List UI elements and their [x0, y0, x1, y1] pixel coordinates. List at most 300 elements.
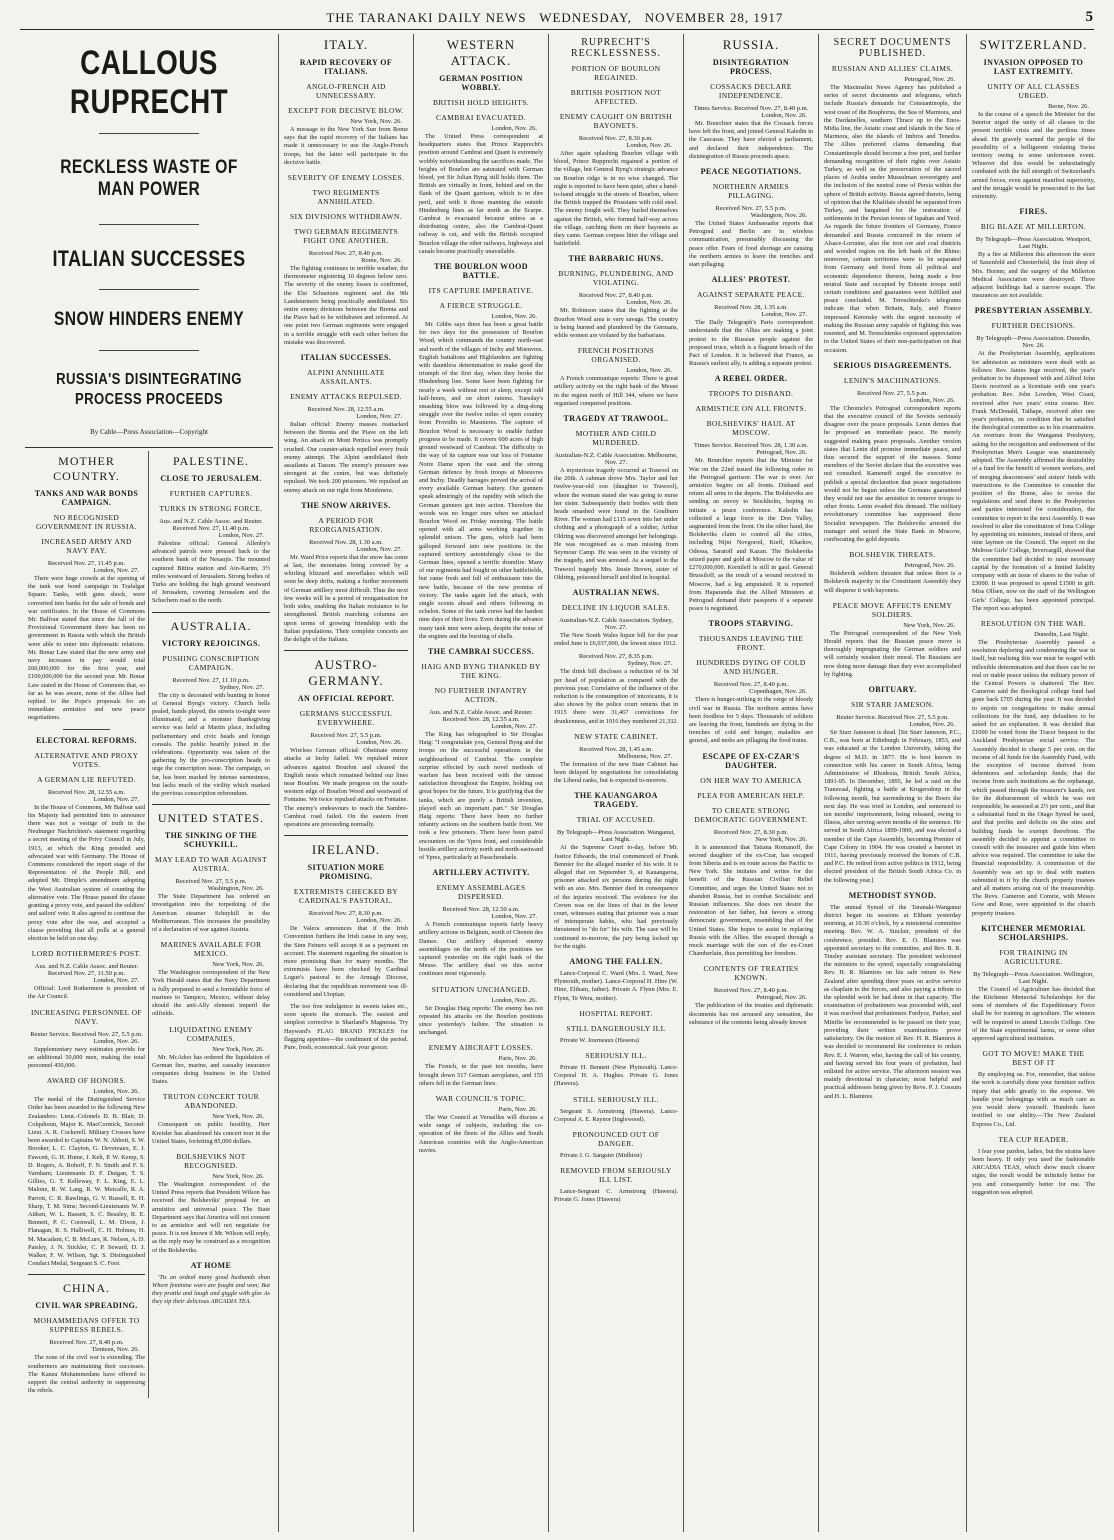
place-line: London, Nov. 27.	[93, 567, 139, 574]
subheading: AUSTRALIAN NEWS.	[572, 587, 660, 597]
paper-title: THE TARANAKI DAILY NEWS	[326, 10, 527, 25]
subheading: ENEMY AIRCRAFT LOSSES.	[428, 1043, 534, 1053]
column-4	[549, 34, 684, 1532]
place-line: New York, Nov. 26.	[350, 118, 402, 125]
byline: By Cable—Press Association—Copyright	[90, 428, 208, 436]
subheading: HOSPITAL REPORT.	[579, 1008, 653, 1018]
article-text: Private W. Journeaux (Hawera)	[560, 1036, 640, 1044]
banner-4: RUSSIA'S DISINTEGRATING PROCESS PROCEEDS	[56, 371, 242, 408]
subheading: SERIOUSLY ILL.	[585, 1051, 647, 1060]
received-line: Received Nov. 27, 8.30 p.m.	[308, 910, 384, 918]
received-line: Received Nov. 27, 11.10 p.m.	[172, 676, 250, 684]
article-text: Mr. Ward Price reports that the snow has come at last, the mountains being covered by a whirling blizzard and snowflakes which will soon be deep drifts, making a further movement of German artillery most difficult. Thus the next few weeks will be a period of reorganisation for both sides, enabling the Italian resistance to be strengthened. British marching columns are upon terms of growing friendship with the Italian populations. Their complete concerts are the delight of the Italians.	[284, 553, 408, 643]
article-text: Sir Douglas Haig reports: The enemy has not repeated his attacks on the Bourlon positions since yesterday's failure. The situation is unchanged.	[419, 1004, 543, 1037]
subheading: EXTREMISTS CHECKED BY CARDINAL'S PASTORAL.	[293, 887, 399, 906]
subheading: SITUATION MORE PROMISING.	[307, 863, 385, 882]
subheading: THE BOURLON WOOD BATTLE.	[434, 262, 528, 281]
heading-mother-country: MOTHER COUNTRY.	[53, 454, 120, 483]
paper-day: WEDNESDAY,	[539, 10, 632, 25]
subheading: CONTENTS OF TREATIES KNOWN.	[703, 964, 799, 983]
masthead	[20, 4, 1094, 30]
subheading: SITUATION UNCHANGED.	[431, 984, 531, 994]
article-text: A mysterious tragedy occurred at Trawool on the 20th. A cabman drove Mrs. Taylor and her twelve-year-old son (daughter to Trawool), where the woman stated she was going to nurse her sister. Subsequently their bodies with their heads smashed were found in the Goulburn River. The woman had £115 sewn into her under clothing and a photograph of a soldier, Arthur Oldring was discovered amongst her belongings. He was recognised as a man missing from Seymour Camp. He was seen in the vicinity of the tragedy, and was arrested. As a sequel to the Trawool tragedy Mrs. Jessie Brown, sister of Oldring, poisoned herself and died in hospital.	[554, 467, 678, 581]
article-text: Supplementary navy estimates provide for an additional 50,000 men, making the total personnel 450,000.	[28, 1045, 145, 1069]
subheading: FRENCH POSITIONS ORGANISED.	[577, 346, 655, 365]
received-line: Received Nov. 28, 12.55 a.m.	[47, 788, 126, 796]
article-text: There were huge crowds at the opening of the tank war bond campaign in Trafalgar Square. Tanks, with guns shock, were converted into banks for the sale of bonds and war certificates. In the House of Commons Mr. Balfour stated that since the fall of the Provisional Government there has been no government in Russia with which the British were able to enter into diplomatic relations. Mr. Bonar Law stated that the new army and navy increases in pay would total £60,000,000 for the first year, and £100,000,000 for the second year. Mr. Bonar Law stated in the House of Commons that, so far as he was aware, none of the Allies had replied to the Pope's proposals for an immediate armistice and new peace negotiations.	[28, 575, 145, 722]
place-line: New York, Nov. 26.	[212, 1045, 264, 1053]
subheading: TWO REGIMENTS ANNIHILATED.	[312, 188, 380, 207]
article-text: The Maximalist News Agency has published a series of secret documents and telegrams, which include Russia's demands for Constantinople, the west coast of the Bosphorus, the Sea of Marmora, and the Dardanelles, southern Thrace up to the Enos-Midia line, the Asiatic coast and islands in the Sea of Marmora, also the islands of Imbros and Tenedos. The Allies preferred claims demanding that Constantinople should become a free port, and further demanding recognition of their rights over Asiatic Turkey, as well as the preservation of the sacred places of Arabia under Mussulman sovereignty and the inclusion of the neutral zone of Persia within the sphere of British activity. Russia agreed thereto, being of opinion that the Khalifate should be separated from Turkey, and bargained for the restoration of settlements in the Persian towns of Ispahan and Yezd. As regards the future frontiers of Germany, France demanded and Russia concurred in the return of Alsace-Lorraine, also the iron ore and coal districts and wooded region on the left bank of the Rhine; moreover, certain territories were to be separated from Germany and freed from all political and economic dependence thereon, being made a free neutral State and occupied by Entente troops until certain conditions and guarantees were fulfilled and peace concluded. M. Tereschtenko's telegrams indicate that when Britain, Italy, and France impressed Kerensky with the urgent necessity of making the Russian army capable of fighting this was resented, and M. Tereschtenko expressed appreciation to the United States of their non-participation on that occasion.	[824, 84, 961, 354]
banner-1: RECKLESS WASTE OF MAN POWER	[60, 157, 238, 200]
place-line: New York, Nov. 26.	[903, 621, 955, 629]
article-text: The drink bill discloses a reduction of 6s 3d per head of population as compared with the previous year. Correlative of the influence of the reduction is the consumption of intoxicants, it is also shown by the police court returns that in 1915 there were 31,467 convictions for drunkenness, and in 1916 they numbered 21,332.	[554, 668, 678, 725]
subheading: CLOSE TO JERUSALEM.	[160, 474, 262, 483]
subheading: CIVIL WAR SPREADING.	[35, 1301, 138, 1311]
received-line: Reuter Service. Received Nov. 27, 5.5 p.m.	[836, 713, 949, 721]
paper-date: NOVEMBER 28, 1917	[644, 10, 784, 25]
subheading: SERIOUS DISAGREEMENTS.	[833, 360, 952, 370]
subheading: ALTERNATIVE AND PROXY VOTES.	[34, 750, 139, 769]
heading-china: CHINA.	[63, 1281, 110, 1296]
subheading: PORTION OF BOURLON REGAINED.	[571, 64, 661, 82]
subheading: ANGLO-FRENCH AID UNNECESSARY.	[306, 82, 386, 100]
place-line: London, Nov. 26.	[491, 996, 537, 1004]
subheading: KITCHENER MEMORIAL SCHOLARSHIPS.	[981, 923, 1086, 942]
heading-australia: AUSTRALIA.	[170, 618, 252, 633]
article-text: It is announced that Tatiana Romanoff, the second daughter of the ex-Czar, has escaped from Siberia and is en route across the Pacific to New York. She imitates and writes for the benefit of the Russian Civilian Relief Committee, and urges the United States not to abandon Russia, but to combat Socialistic and Russian influences. She does not desire the restoration of her father, but favors a strong democratic government, resembling that of the United States. She hopes to assist in replacing Russia with the Allies. She escaped through a mock marriage with the son of the ex-Court Chamberlain, thus permitting her freedom.	[689, 843, 813, 958]
article-text: The Chronicle's Petrograd correspondent reports that the executive council of the Soviets seriously disagree over the peace proposals. Lenin denies that he proposed an immediate peace. He merely suggested making peace proposals. Another version states that Lenin did promise immediate peace, and thus secured the support of the masses. Some members of the Soviet declare that the executive was not consulted. Kameneff urged the executive to publish a special declaration that peace negotiations would not be begun unless the Germans guaranteed they would not use the armistice to remove troops to other fronts. Lenin evaded this demand. The military revolutionary committee has suppressed three Socialist newspapers. The Bolsheviks arrested the manager and seized the State Bank in Moscow, confiscating the gold deposits.	[824, 404, 961, 543]
subheading: ALLIES' PROTEST.	[711, 275, 791, 285]
subheading: BURNING, PLUNDERING, AND VIOLATING.	[558, 269, 674, 288]
divider	[63, 729, 110, 730]
received-line: Aus. and N.Z. Cable Assoc. and Reuter. Received Nov. 27, 11.40 p.m.	[159, 518, 263, 532]
subheading: TRAGEDY AT TRAWOOL.	[563, 414, 669, 424]
column-5	[684, 34, 819, 1532]
article-text: Palestine official: General Allenby's advanced patrols were pressed back to the southern bank of the Nesaujis. The mounted captured Bittira station and Ain-Karim, 3½ miles westward of Jerusalem. Strong bodies of Turks are holding the high ground westward of Jerusalem, covering Jerusalem and the Schechem road to the north.	[152, 540, 270, 605]
subheading: TANKS AND WAR BONDS CAMPAIGN.	[34, 489, 139, 507]
article-text: The Daily Telegraph's Paris correspondent understands that the Allies are making a joint protest to the Russian people against the proposed truce, which is a flagrant breach of the Pact of London. It is believed that France, as Russia's earliest ally, is adding a separate protest.	[689, 319, 813, 368]
place-line: London, Nov. 27.	[93, 977, 139, 985]
received-line: By Telegraph—Press Association. Dunedin, Nov. 26.	[976, 335, 1091, 350]
masthead-left	[20, 10, 24, 26]
column-6	[819, 34, 967, 1532]
article-text: A French communique reports fairly heavy artillery actions in Belgium, north of Chemin des Dames. Our artillery dispersed enemy assemblages on the north of the positions we captured yesterday on the right bank of the Meuse. The artillery duel on this sector continues most vigorously.	[419, 921, 543, 978]
received-line: Received Nov. 27, 8.40 p.m.	[713, 987, 789, 995]
heading-ireland: IRELAND.	[311, 842, 381, 858]
subheading: OBITUARY.	[868, 684, 917, 694]
article-text: The medal of the Distinguished Service Order has been awarded to the following New Zealanders: Lieut.-Colonels D. B. Blair, D. Colquhoun, Major K. MacCormick, Second-Lieut. A. R. Cockerell. Military Crosses have been awarded to Captains W. N. Abbott, S. W. Brooker, L. C. Clayton, G. Devereaux, E. J. Fawcett, G. H. Hume, J. Kelt, P. W. Kemp, S. D. Rogers, A. Rohoff, F. N. Smith and F. S. Varnham; Lieutenants D. F. Duigan, T. S. Gillies, G. T. Kelleway, F. L. King, E. L. Malone, R. W. Lang, R. W. Metcalfe, R. A. Parrott, C. R. Rawlings, G. V. Russell, E. H. Sharp, T. M. Sims; Second-Lieutenants W. P. Aitken, W. L. Bassett, S. C. Beasley, R. E. Bennett, P. C. Cornwall, L. M. Dixon, J. Flanagan, R. S. Halliwell, C. H. Holmes, H. M. Macadam, C. B. McLure, R. Nelson, A. D. Paisley, J. N. Stickler, C. P. Seward, D. J. Walker, F. W. Wilson, Sgt. S. Distinguished Conduct Medal, Sergeant S. C. Foot.	[28, 1096, 145, 1268]
subheading: METHODIST SYNOD.	[848, 890, 937, 900]
received-line: Received Nov. 27, 5.5 p.m.	[175, 878, 247, 886]
place-line: Sydney, Nov. 27.	[219, 683, 264, 691]
subheading: ALPINI ANNIHILATE ASSAILANTS.	[307, 368, 385, 387]
place-line: Melbourne, Nov. 27.	[618, 752, 672, 760]
column-1	[20, 34, 279, 1532]
place-line: Dunedin, Last Night.	[1034, 630, 1089, 638]
subheading: DECLINE IN LIQUOR SALES.	[561, 602, 671, 612]
place-line: London, Nov. 26.	[761, 112, 807, 119]
banner-2: ITALIAN SUCCESSES	[52, 246, 246, 271]
heading-secret-documents: SECRET DOCUMENTS PUBLISHED.	[833, 37, 952, 59]
main-banner	[25, 34, 273, 444]
received-line: Times Service. Received Nov. 28, 1.30 a.m.	[693, 442, 809, 450]
subheading: AWARD OF HONORS.	[46, 1076, 127, 1086]
article-text: The Petrograd correspondent of the New York Herald reports that the Russian peace move is thoroughly impregnating the German soldiers and will certainly weaken their moral. The Russians are now doing more damage than they ever accomplished by fighting.	[824, 629, 961, 678]
newspaper-columns	[20, 34, 1100, 1532]
received-line: Received Nov. 27, 8.40 p.m.	[49, 1339, 124, 1347]
article-text: Private J. G. Sangster (Midhirst)	[560, 1152, 642, 1160]
subheading: PRONOUNCED OUT OF DANGER.	[572, 1130, 660, 1149]
subheading: INCREASED ARMY AND NAVY PAY.	[41, 537, 132, 555]
place-line: London, Nov. 27.	[356, 413, 402, 421]
place-line: London, Nov. 26.	[93, 1037, 139, 1045]
article-text: The War Council at Versailles will discuss a wide range of subjects, including the co-operation of the fleets of the Allies and South American countries with the Anglo-American navies.	[419, 1114, 543, 1154]
article-text: Lance-Sergeant C. Armstrong (Hawera). Private G. Jones (Hawera)	[554, 1188, 678, 1204]
subheading: ON HER WAY TO AMERICA	[700, 775, 802, 785]
subheading: AN OFFICIAL REPORT.	[297, 694, 395, 704]
place-line: Petrograd, Nov. 26.	[904, 76, 955, 83]
received-line: Received Nov. 28, 1.30 a.m.	[309, 538, 383, 546]
article-text: A French communique reports: There is great artillery activity on the right bank of the Meuse in the region north of Hill 344, where we have organised conquered positions.	[554, 375, 678, 407]
subheading: A FIERCE STRUGGLE.	[439, 301, 523, 311]
article-text: Mr. Gibbs says there has been a great battle for two days for the possession of Bourlon Wood, which commands the country north-east and north of the villages of Inchy and Moeuvres. English battalions and Highlanders are fighting with dauntless determination to make good the triumph of the first day, when they broke the Hindenburg line. Some have been fighting for nearly a week without rest or sleep, except odd half-hours, and on short rations. Tuesday's smashing blow was followed by a ding-dong struggle over the twelve miles of open country from Providin to Masnieres. The capture of Bourlon Wood is necessary to enable further progress to be made. It covers 600 acres of high ground westward of Cambrai. The difficulty in the way of its capture was our loss of Fontaine Notre Dame upon the east and the strong German defence by fresh troops at Moeuvres and Inchy. Deadly barrages proved the arrival of every available German battery. Our gunners speak admiringly of the rapidity with which the German gunners got into action. Therefore the woods was no longer ours when we attacked Bourlon Wood on Friday morning. The battle opened with all arms working together in splendid unison. The guns, which had been galloped forward into new positions in the captured territory astonishingly close to the German lines, opened a terrific drumfire. Many of our regiments had fought on other battlefields, but came fresh and full of enthusiasm into the new battle, because of the new promise of victory. The tanks again led the attack, with single scouts ahead and others following in echelon. Some of the tank crews had the hardest nine days of their lives. Even during the advance many tank men were asleep, despite the noise of the engines and the bursting of shells.	[419, 321, 543, 640]
divider	[28, 1274, 145, 1275]
place-line: London, Nov. 27.	[761, 311, 807, 319]
subheading: DISINTEGRATION PROCESS.	[712, 58, 790, 76]
received-line: Received Nov. 27, 8.40 p.m.	[578, 292, 654, 300]
subheading: RESOLUTION ON THE WAR.	[980, 618, 1087, 628]
article-text: Mr. McAdoo has ordered the liquidation of German fire, marine, and casualty insurance companies doing business in the United States.	[152, 1053, 270, 1086]
heading-switzerland: SWITZERLAND.	[979, 37, 1088, 52]
subheading: A REBEL ORDER.	[714, 374, 788, 384]
advert-text: I fear your pardon, ladies, but the strains have been heavy. If only you used the fashionable ARCADIA TEAS, which show much clearer signs, the result would be infinitely better for you and consequently better for me. The suggestion was adopted.	[972, 1147, 1095, 1196]
banner-main: CALLOUS RUPRECHT	[69, 44, 229, 121]
subheading: BOLSHEVIKS NOT RECOGNISED.	[176, 1151, 246, 1170]
subheading: PEACE MOVE AFFECTS ENEMY SOLDIERS.	[832, 600, 953, 619]
received-line: Received Nov. 28, 1.35 a.m.	[714, 304, 788, 312]
subheading: COSSACKS DECLARE INDEPENDENCE.	[710, 82, 792, 100]
heading-palestine: PALESTINE.	[173, 454, 249, 468]
place-line: London, Nov. 26.	[491, 125, 537, 132]
article-text: In the course of a speech the Minister for the Interior urged the unity of all classes in the present terrible crisis and the perilous times ahead. He gravely warned the people of the possibility of a belligerent violating Swiss territory owing to some unforeseen event. Whoever did this would be unhesitatingly combated with the full strength of Switzerland's armed forces, even against manifest superiority, and the struggle would be prosecuted to the last extremity.	[972, 111, 1095, 201]
place-line: New York, Nov. 26.	[212, 1172, 264, 1180]
article-text: At the Presbyterian Assembly, applications for admission as ministers were dealt with as follows: Rev. James Inge received, the year's probation to be dispensed with and Alfred John Davis received as a licentiate with one year's probation. Rev. John Lowden, West Coast, received after two years' extra course. Rev. Frank McDonald, Taihape, received after one year's probation, on condition that he satisfied the theological committee as to his examination. An overture from the Wanganui Presbytery, asking for the recognition and endowment of the Presbyterian Men's League was unanimously adopted. The Assembly affirmed the desirability of a fund for the benefit of women workers, and of merging deaconesses' and sisters' funds with instructions to the Committee to consider the position of the Home, also to revise the regulations and send them to the Presbyteries and parties interested for consideration, the committee to report to the next Assembly. It was resolved to alter the constitution of Iona College by appointing six ministers, instead of three, and nine laymen on the Council. The report on the Melrose Girls' College, Invercargill, showed that the committee had decided to raise necessary capital by the formation of a limited liability company with an issue of shares to the value of £3000. It was proposed to spend £1500 in gift. Miss Ollsen, now on the staff of the Wellington Girls' College, has been appointed principal. The report was adopted.	[972, 350, 1095, 612]
divider	[99, 133, 198, 134]
subheading: MOHAMMEDANS OFFER TO SUPPRESS REBELS.	[33, 1316, 140, 1335]
subheading: HUNDREDS DYING OF COLD AND HUNGER.	[696, 658, 806, 677]
page-number: 5	[1085, 9, 1094, 25]
place-line: New York, Nov. 26.	[212, 1113, 264, 1121]
subheading: LORD ROTHERMERE'S POST.	[31, 949, 142, 959]
subheading: FOR TRAINING IN AGRICULTURE.	[999, 947, 1068, 966]
article-text: The Washington correspondent of the United Press reports that President Wilson has received the Bolsheviks' proposal for an armistice and universal peace. The State Department says that America will not consent to an armistice and will not negotiate for peace. It is not known if Mr. Wilson will reply, as the reply may be construed as a recognition of the Bolsheviks.	[152, 1180, 270, 1254]
place-line: Tientsen, Nov. 26.	[91, 1346, 139, 1354]
subheading: MARINES AVAILABLE FOR MEXICO.	[160, 940, 262, 959]
article-text: Wireless German official: Obstinate enemy attacks at Inchy failed. We repulsed minor advances against Bourlon and cleared the English nests which remained behind our lines near Bourlon. We made progress on the south-western edge of Bourlon Wood and westward of Fontaine. We twice repulsed attacks on Fontaine. The enemy's endeavours to reach the Sambre-Cambrai road failed. On the eastern front operations are proceeding normally.	[284, 747, 408, 828]
article-text: Sergeant S. Armstrong (Hawera). Lance-Corporal A. E. Raynor (Inglewood).	[554, 1107, 678, 1123]
article-text: Sir Starr Jameson is dead. [Sir Starr Jameson, P.C., C.B., was born at Edinburgh in February, 1853, and was educated at the London University, taking the degree of M.D. in 1877. He is best known in connection with his career in South Africa, being Administrator of Rhodesia, British South Africa, 1891-95. In December, 1895, he led a raid on the Transvaal, fighting a battle at Krugersdorp in the following month, but surrendering to the Boers the next day. He was tried in London, and sentenced to ten months' imprisonment, being released, owing to illness, after serving seven months of the sentence. He served in South Africa 1899-1900, and was elected a member of the Cape Assembly, becoming Premier of Cape Colony in 1904. He was created a baronet in 1911, having previously received the honors of C.B. and P.C. He retired from active politics in 1912, being elected president of the British South Africa Co. in the following year.]	[824, 728, 961, 884]
subheading: CAMBRAI EVACUATED.	[436, 113, 526, 122]
article-text: Mr. Robinson states that the fighting at the Bourlon Wood area is very savage. The country is being burned and plundered by the Germans, while women are violated by the barbarians.	[554, 307, 678, 340]
place-line: London, Nov. 26.	[626, 299, 672, 307]
subheading: MAY LEAD TO WAR AGAINST AUSTRIA.	[155, 855, 267, 874]
article-text: The State Department has ordered an investigation into the torpedoing of the American steamer Schuykill in the Mediterranean. This increases the possibility of a declaration of war against Austria.	[152, 893, 270, 934]
article-text: Mr. Bourchier states that the Cossack forces have left the front, and joined General Kaledin in the Caucasus. They have elected a parliament, and declared their independence. The disintegration of Russia proceeds apace.	[689, 120, 813, 160]
place-line: London, Nov. 27.	[491, 722, 537, 730]
subheading: LIQUIDATING ENEMY COMPANIES.	[169, 1024, 253, 1043]
subheading: TEA CUP READER.	[998, 1134, 1069, 1144]
received-line: Received Nov. 27, 5.5 p.m.	[715, 205, 787, 213]
received-line: Received Nov. 27, 11.45 p.m.	[47, 560, 126, 567]
article-text: Private H. Bennett (New Plymouth). Lance-Corporal H. A. Hughes. Private G. Jones (Hawera).	[554, 1064, 678, 1088]
article-text: Italian official: Enemy masses reattacked between the Brenta and the Piave on the left wing. An attack on Mont Pertica was promptly crushed. Our counter-attack repelled every fresh enemy attempt. The Alpini annihilated their assailants at Tasson. The enemy's pressure was strongest at the centre, but was definitely repulsed. We took 200 prisoners. We repulsed an enemy attack on our right from Monfenera.	[284, 421, 408, 494]
article-text: Official: Lord Rothermere is president of the Air Council.	[28, 985, 145, 1001]
subheading: ENEMY ASSEMBLAGES DISPERSED.	[436, 883, 526, 902]
subheading: ARTILLERY ACTIVITY.	[432, 868, 530, 878]
article-text: The United Press correspondent at headquarters states that Prince Rupprecht's position around Cambrai and Quant is extremely wobbly notwithstanding the sacrifices made. The heights of Bourlon are saturated with German blood, yet Sir Julian Byng still holds them. The British are virtually in front, behind and on the flank of the Quant garrison, which is in dire peril, and with it those manning the outside Hindenburg lines as far north as the Scarpe. Cambrai is evacuated because unless as a distributing centre, also the Cambrai-Quant railway is cut, and with the British occupied Bourlon village the other railways, highways and canals became practically unavailable.	[419, 133, 543, 255]
subheading: AGAINST SEPARATE PEACE.	[697, 290, 805, 300]
subheading: SEVERITY OF ENEMY LOSSES.	[287, 173, 405, 183]
subheading: VICTORY REJOICINGS.	[161, 638, 261, 648]
subheading: TRUTON CONCERT TOUR ABANDONED.	[162, 1092, 260, 1111]
subheading: NO FURTHER INFANTRY ACTION.	[434, 685, 528, 704]
subheading: LENIN'S MACHINATIONS.	[843, 375, 942, 385]
subheading: STILL SERIOUSLY ILL.	[573, 1094, 659, 1104]
column-1-split	[25, 451, 273, 1398]
subheading: GERMANS SUCCESSFUL EVERYWHERE.	[299, 709, 393, 728]
subheading: TROOPS STARVING.	[708, 619, 794, 629]
article-text: The publication of the treaties and diplomatic documents has not aroused any sensation, the substance of the contents being already known	[689, 1002, 813, 1026]
received-line: Aus. and N.Z. Cable Assoc. and Reuter. Received Nov. 28, 12.55 a.m.	[429, 708, 533, 723]
banner-3: SNOW HINDERS ENEMY	[53, 309, 245, 330]
place-line: London, Nov. 27.	[218, 532, 264, 539]
received-line: Received Nov. 27, 5.5 p.m.	[310, 732, 382, 740]
subheading: RUSSIAN AND ALLIES' CLAIMS.	[831, 64, 954, 73]
divider	[99, 289, 198, 290]
article-text: After again splashing Bourlon village with blood, Prince Rupprecht regained a portion of the village, but General Byng's strategic advance on Bourlon ridge is in no wise changed. The night is reported to have been quiet, after a hand-to-hand struggle in the streets of Bourlon, where the British trapped the Prussians with cold steel. The enemy fought well. They hurled themselves against the British, who formed half-way across the village, catching them on their bayonets as they came. German corpses litter the village and battlefield.	[554, 150, 678, 248]
place-line: Petrograd, Nov. 26.	[904, 562, 955, 570]
subheading: ENEMY CAUGHT ON BRITISH BAYONETS.	[559, 112, 673, 130]
advert-text: The too free indulgence in sweets takes etc., soon upsets the stomach. The easiest and simplest corrective is Sharland's Magnesia. Try Hayward's FLAG BRAND PICKLES for flagging appetites—the condiment of the period. Pure, fresh, economical. Ask your grocer.	[284, 1002, 408, 1051]
subheading: BRITISH POSITION NOT AFFECTED.	[570, 88, 662, 106]
subheading: FURTHER CAPTURES.	[169, 489, 253, 498]
place-line: Copenhagen, Nov. 26.	[749, 688, 807, 696]
article-text: At the Supreme Court to-day, before Mr. Justice Edwards, the trial commenced of Frank Bennier for the alleged murder of his wife. It is alleged that on September 9, at Kauangaroa, prisoner attacked six persons during the night with an axe. Mrs. Bennier died in consequence of the injuries received. The evidence for the Crown was on the lines of that in the lower court, witnesses stating that prisoner was a man of intemperate habits, who had previously threatened to "do for" his wife. The case will be continued to-morrow, the jury being locked up for the night.	[554, 844, 678, 950]
received-line: By Telegraph—Press Association. Wellington, Last Night.	[973, 970, 1094, 985]
place-line: New York, Nov. 26.	[755, 835, 807, 843]
subheading: TRIAL OF ACCUSED.	[576, 815, 656, 825]
place-line: Sydney, Nov. 27.	[627, 660, 672, 668]
article-text: De Valera announces that if the Irish Convention furthers the Irish cause in any way, the Sinn Feiners will accept it as a payment on account. The statement regarding the situation is more promising than for many months. The extremists have been checked by Cardinal Logue's pastoral to the Armagh Diocese, declaring that the republican movement was ill-considered and Utopian.	[284, 925, 408, 998]
article-text: A message to the New York Sun from Rome says that the rapid recovery of the Italians has made it unnecessary to use the Anglo-French troops, but the latter will participate in the decisive battle.	[284, 126, 408, 166]
place-line: Petrograd, Nov. 26.	[756, 994, 807, 1002]
article-text: The zone of the civil war is extending. The southerners are maintaining their successes. The Kansu Mohammedans have offered to support the central authority in suppressing the rebels.	[28, 1354, 145, 1395]
article-text: The United States Ambassador reports that Petrograd and Berlin are in wireless communication, presumably discussing the peace offer. Fears of food shortage are causing the northern armies to leave the trenches and start pillaging.	[689, 220, 813, 269]
subheading: NO RECOGNISED GOVERNMENT IN RUSSIA.	[36, 513, 137, 531]
received-line: Australian-N.Z. Cable Association. Melbourne, Nov. 27.	[554, 452, 678, 467]
article-text: The annual Synod of the Taranaki-Wanganui district began its sessions at Eltham yesterday morning, at 10.30 o'clock, by a ministerial committee meeting. Rev. W. A. Sinclair, president of the conference, presided. Rev. E. O. Blamires was appointed secretary to the committee, and Rev. B. R. Tinsley assistant secretary. The president welcomed the ministers to the synod, especially congratulating Rev. H. R. Blamires on his safe return to New Zealand after spending three years on active service as chaplain to the forces, and also paying a tribute to the splendid work he had done in that capacity. The examination of probationers was proceeded with, and it was resolved that probationers Fordyce, Parker, and Minifie be recommended to be passed on their year, providing their written examinations prove satisfactory. On the motion of Rev. H. R. Blamires it was decided to recommend the conference to ordain Rev. E. J. Warren, who, having the call of his country, and having served his four years of probation, had enlisted for active service. The afternoon session was mainly devotional in character, most helpful and practical addresses being given by Revs. P. J. Cossum and H. L. Blamires.	[824, 903, 961, 1100]
place-line: London, Nov. 27.	[491, 913, 537, 921]
received-line: Received Nov. 27, 8.35 p.m.	[578, 653, 654, 661]
received-line: Received Nov. 27, 5.5 p.m.	[857, 389, 928, 397]
subheading: TO CREATE STRONG DEMOCRATIC GOVERNMENT.	[694, 805, 808, 824]
column-3	[414, 34, 549, 1532]
subheading: HAIG AND BYNG THANKED BY THE KING.	[421, 661, 541, 680]
received-line: Received Nov. 27, 8.40 p.m.	[713, 681, 789, 689]
subheading: THE CAMBRAI SUCCESS.	[427, 646, 535, 656]
received-line: Received Nov. 28, 12.55 a.m.	[307, 406, 385, 414]
article-text: Consequent on public hostility, Herr Kreisler has abandoned his concert tour in the United States, forfeiting 85,000 dollars.	[152, 1121, 270, 1145]
heading-western-attack: WESTERN ATTACK.	[446, 37, 516, 68]
place-line: Washington, Nov. 26.	[750, 212, 807, 220]
subheading: A GERMAN LIE REFUTED.	[37, 774, 136, 784]
place-line: London, Nov. 26.	[356, 739, 402, 747]
subheading: THE SNOW ARRIVES.	[301, 500, 391, 510]
subheading: PLEA FOR AMERICAN HELP.	[697, 790, 805, 800]
subheading: TROOPS TO DISBAND.	[708, 389, 794, 399]
received-line: Received Nov. 28, 1.45 a.m.	[579, 745, 653, 753]
place-line: Rome, Nov. 26.	[361, 257, 402, 265]
article-text: By a fire at Millerton this afternoon the store of Saxenfeld and Chesterfield, the fruit shop of Mrs. Horner, and the surgery of the Millerton Medical Association were destroyed. Three adjacent buildings had a narrow escape. The insurances are not available.	[972, 251, 1095, 300]
subheading: SIR STARR JAMESON.	[851, 699, 934, 709]
article-text: The fighting continues in terrible weather, the thermometer registering 10 degrees below zero. The severity of the enemy losses is confirmed, the Elsi Schuetzen regiment and the 9th Landsturmers being practically annihilated. Six entire enemy divisions between the Brenta and the Piave had to be withdrawn and reformed. At one point two German regiments were engaged in a terrible struggle with each other before the mistake was discovered.	[284, 265, 408, 346]
column-1-left	[25, 451, 149, 1398]
place-line: London, Nov. 26.	[909, 720, 955, 728]
subheading: RAPID RECOVERY OF ITALIANS.	[299, 58, 393, 76]
subheading: ENEMY ATTACKS REPULSED.	[290, 392, 402, 402]
place-line: Berne, Nov. 26.	[1048, 103, 1089, 110]
subheading: SIX DIVISIONS WITHDRAWN.	[290, 212, 402, 222]
received-line: Received Nov. 27, 8.30 p.m.	[713, 828, 789, 836]
subheading: PEACE NEGOTIATIONS.	[700, 167, 802, 177]
divider	[284, 835, 408, 836]
subheading: THE KAUANGAROA TRAGEDY.	[574, 791, 658, 810]
subheading: REMOVED FROM SERIOUSLY ILL LIST.	[560, 1166, 672, 1185]
subheading: INCREASING PERSONNEL OF NAVY.	[30, 1007, 142, 1026]
subheading: MOTHER AND CHILD MURDERED.	[575, 429, 657, 448]
place-line: London, Nov. 27.	[356, 545, 402, 553]
subheading: TURKS IN STRONG FORCE.	[159, 504, 263, 513]
article-text: In the House of Commons, Mr Balfour said his Majesty had permitted him to announce there was not a vestige of truth in the Neuburger Nachrichten's statement regarding a secret meeting of the Privy Council in July, 1913, at which the King presided and advocated war with Germany. The House of Commons considered the report stage of the Representation of the People Bill, and adopted Mr. Dimple's amendment adopting the West Australian system of counting the alternative vote. The House passed the clause granting a proxy vote, and passed the soldiers' and sailors' vote. It also agreed to continue the proxy vote after the war, and accepted a clause providing that all polls at a general election be held on one day.	[28, 803, 145, 942]
subheading: NORTHERN ARMIES PILLAGING.	[712, 182, 790, 201]
article-text: Bolshevik soldiers threaten that unless there is a Bolshevik majority in the Constituent Assembly they will disperse it with bayonets.	[824, 570, 961, 594]
advert-text: By employing us. For, remember, that unless the work is carefully done your furniture suffers injury that adds greatly to the expense. We handle your belongings with as much care as you would show yourself. Hundreds have testified to our ability.—The New Zealand Express Co., Ltd.	[972, 1071, 1095, 1128]
article-text: The French, in the past ten months, have brought down 517 German aeroplanes, and 155 others fell in the German lines.	[419, 1063, 543, 1087]
subheading: ITS CAPTURE IMPERATIVE.	[428, 286, 534, 296]
place-line: London, Nov. 26.	[93, 1088, 139, 1096]
received-line: Received Nov. 27, 8.30 p.m.	[578, 135, 654, 142]
subheading: UNITY OF ALL CLASSES URGED.	[987, 82, 1080, 100]
column-1-right	[149, 451, 273, 1398]
subheading: ESCAPE OF EX-CZAR'S DAUGHTER.	[702, 751, 800, 770]
divider	[152, 612, 270, 613]
subheading: NEW STATE CABINET.	[574, 731, 658, 741]
article-text: The Council of Agriculture has decided that the Kitchener Memorial Scholarships for the sons of members of the Expeditionary Force shall be for training in agriculture. The winners will be required to attend Lincoln College. One of the State experimental farms, or some other approved agricultural institution.	[972, 985, 1095, 1043]
subheading: ARMISTICE ON ALL FRONTS.	[695, 404, 807, 414]
subheading: STILL DANGEROUSLY ILL	[566, 1023, 666, 1033]
place-line: London, Nov. 26.	[909, 396, 955, 404]
article-text: The formation of the new State Cabinet has been delayed by negotiations for consolidating the Liberal ranks, but is expected to-morrow.	[554, 760, 678, 785]
subheading: BRITISH HOLD HEIGHTS.	[432, 98, 530, 107]
place-line: London, Nov. 26.	[491, 313, 537, 321]
place-line: New York, Nov. 26.	[212, 961, 264, 969]
divider	[25, 447, 273, 448]
place-line: Paris, Nov. 26.	[498, 1055, 537, 1063]
received-line: Australian-N.Z. Cable Association. Sydney, Nov. 27.	[559, 616, 673, 631]
subheading: PRESBYTERIAN ASSEMBLY.	[974, 306, 1093, 316]
subheading: ITALIAN SUCCESSES.	[300, 353, 392, 363]
received-line: By Telegraph—Press Association. Westport, Last Night.	[975, 236, 1092, 251]
place-line: London, Nov. 26.	[626, 367, 672, 375]
received-line: By Telegraph—Press Association. Wanganui, Last Night.	[556, 829, 676, 844]
place-line: London, Nov. 26.	[626, 142, 672, 149]
article-text: The New South Wales liquor bill for the year ended June is £6,037,000, the lowest since 1912.	[554, 631, 678, 648]
subheading: GERMAN POSITION WOBBLY.	[439, 74, 523, 92]
heading-russia: RUSSIA.	[722, 37, 780, 52]
article-text: There is hunger-striking to the verge of bloody civil war in Russia. The northern armies have been foodless for 5 days. Thousands of soldiers are leaving the front, hundreds are dying in the trenches of cold and hunger, maladies are general, and mobs are pillaging the food trains.	[689, 696, 813, 745]
subheading: ELECTORAL REFORMS.	[36, 735, 137, 745]
article-text: The King has telegraphed to Sir Douglas Haig: "I congratulate you, General Byng and the troops on the successful operations in the neighbourhood of Cambrai. The complete surprise effected by such novel methods of warfare has been received with the utmost satisfaction throughout the Empire, holding out great hopes for the future. It is gratifying that the tanks, which are purely a British invention, played such an important part." Sir Douglas Haig reports: There have been no further infantry actions on the southern battle front. We took a few prisoners. There have been patrol encounters on the Ypres front, and considerable hostile artillery activity north and north-eastward of Ypres, particularly at Passchendaele.	[419, 730, 543, 862]
heading-ruprecht: RUPRECHT'S RECKLESSNESS.	[571, 37, 661, 59]
received-line: Aus. and N.Z. Cable Assoc. and Reuter. Received Nov. 27, 11.50 p.m.	[34, 963, 139, 978]
subheading: BOLSHEVIK THREATS.	[849, 550, 936, 560]
place-line: London, Nov. 26.	[356, 917, 402, 925]
place-line: Petrograd, Nov. 26.	[756, 449, 807, 457]
article-text: The city is decorated with bunting in honor of General Byng's victory. Church bells pealed, bands played, the streets to-night were illuminated, and a monster thanksgiving service was held at Martin place, including parliamentary and civic heads and foreign consuls. The public heartily joined in the celebrations. Opportunity was taken of the gathering by the pro-conscription heads to urge the conscription issue. The campaign, so far, has been marked by intense earnestness, but lacks much of the virility which marked the previous conscription referendum.	[152, 691, 270, 798]
subheading: BIG BLAZE AT MILLERTON.	[980, 222, 1087, 232]
subheading: GOT TO MOVE! MAKE THE BEST OF IT	[982, 1049, 1085, 1068]
divider	[152, 804, 270, 805]
subheading: THE SINKING OF THE SCHUYKILL.	[164, 831, 258, 850]
article-text: The Presbyterian Assembly passed a resolution deploring and condemning the war in itself, but realising this war must be waged with inflexible determination and that there can be no real or stable peace unless the military power of the Central Powers is shattered. The Rev. Cameron said the theological college fund had gone back £705 during the year. It was decided to enjoin on congregations to make annual collections for the fund, any defaulters to be asked for an explanation. It was decided that £1000 be voted from the Tracer bequest to the Auckland Presbyterian social service. The Assembly decided to charge 5 per cent. on the income of all funds for the Assembly Fund, with the exception of income derived from debentures and scholarship funds; that the income from such institutions as the orphanage, which passed through the treasurer's hands, not for the disbursement of which he was not responsible, be assessed at 2½ per cent., and that a substantial fund in the Otago Synod be used, and that profits and deficits on the sites and building funds be exempt therefrom. The assembly decided to appoint a committee to consult with the treasurer and guide him when advice was required. The committee to take the financial responsibility. A commission of the Assembly was set up to deal with matters submitted to it by the church property trustees and all matters arising out of the treasurership. The Revs. Cameron and Comrie, with Messrs Gow and Rose, were appointed to the church property trustees.	[972, 638, 1095, 917]
divider	[284, 650, 408, 651]
received-line: Received Nov. 27, 8.40 p.m.	[308, 250, 384, 258]
subheading: PUSHING CONSCRIPTION CAMPAIGN.	[162, 653, 260, 672]
received-line: Reuter Service. Received Nov. 27, 5.5 p.m.	[30, 1030, 143, 1038]
masthead-title	[326, 10, 783, 26]
subheading: WAR COUNCIL'S TOPIC.	[435, 1094, 527, 1104]
place-line: London, Nov. 27.	[93, 795, 139, 803]
subheading: FURTHER DECISIONS.	[991, 321, 1076, 331]
subheading: THOUSANDS LEAVING THE FRONT.	[698, 634, 804, 653]
heading-italy: ITALY.	[323, 37, 369, 52]
subheading: FIRES.	[1019, 207, 1048, 217]
column-2	[279, 34, 414, 1532]
heading-austro-germany: AUSTRO-GERMANY.	[308, 657, 384, 689]
divider	[99, 224, 198, 225]
divider	[99, 350, 198, 351]
subheading: INVASION OPPOSED TO LAST EXTREMITY.	[983, 58, 1084, 76]
subheading: BOLSHEVIKS' HAUL AT MOSCOW.	[706, 419, 796, 438]
article-text: The Washington correspondent of the New York Herald states that the Navy Department is fully prepared to send a formidable force of marines to Tampico, Mexico, without delay should the anti-Ally element imperil the oilfields.	[152, 969, 270, 1018]
article-text: Mr. Bourchier reports that the Minister for War on the 22nd issued the following order to the Petrograd garrison: The war is over. An armistice begins on all fronts. Disband and return all arms to the depots. The Bolsheviks are sending an envoy to Stockholm, hoping to initiate a peace conference. Kaledin has collected a large force in the Don Valley, augmented from the front. On the other hand, the Bolsheviks claim to control all the cities, including Nijni Novgorod, Kieff, Kharkov, Odessa, Saratoff and Kazan. The Bolsheviks seized paper and gold at Moscow to the value of £270,000,000. Kornileff is still in gaol. General Brussiloff, as the result of a wound received in Moscow, had a leg amputated. It is reported from Haparanda that the Allied Ministers at Petrograd demand their passports if a separate peace is negotiated.	[689, 457, 813, 613]
heading-united-states: UNITED STATES.	[157, 811, 265, 826]
subheading: EXCEPT FOR DECISIVE BLOW.	[288, 106, 404, 115]
article-text: Lance-Corporal C. Ward (Mrs. J. Ward, New Plymouth, mother). Lance-Corporal H. Hine (W. Hine, Eltham, father). Private A. Flynn (Mrs. E. Flynn, Te Wera, mother).	[554, 969, 678, 1002]
place-line: Washington, Nov. 26.	[207, 885, 264, 893]
subheading: AMONG THE FALLEN.	[569, 956, 663, 966]
subheading: A PERIOD FOR REORGANISATION.	[309, 515, 383, 534]
subheading: AT HOME	[190, 1260, 232, 1270]
subheading: THE BARBARIC HUNS.	[568, 254, 664, 264]
received-line: Received Nov. 28, 12.50 a.m.	[442, 906, 520, 914]
place-line: Paris, Nov. 26.	[498, 1106, 537, 1114]
received-line: Times Service. Received Nov. 27, 8.40 p.m.	[693, 105, 809, 112]
subheading: TWO GERMAN REGIMENTS FIGHT ONE ANOTHER.	[293, 227, 399, 246]
column-7	[967, 34, 1100, 1532]
advert-text: 'Tis an ordeal many good husbands shun Where feminine wars are fought and won; But they prattle and laugh and giggle with glee As they sip their delicious ARCADIA TEA.	[152, 1273, 270, 1306]
